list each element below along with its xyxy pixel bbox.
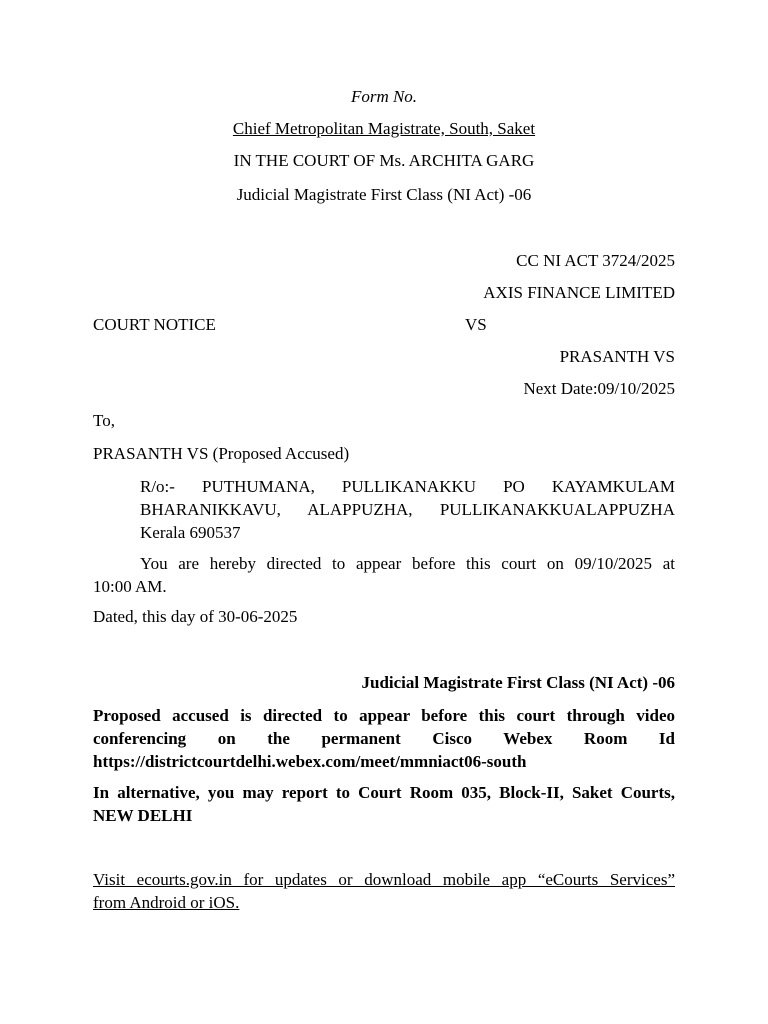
court-name (0, 118, 768, 140)
magistrate-designation: Judicial Magistrate First Class (NI Act) -06 (236, 185, 532, 204)
visit-line-2[interactable]: from Android or iOS. (93, 893, 240, 912)
address-line-2: BHARANIKKAVU, ALAPPUZHA, PULLIKANAKKUALAPPUZHA (140, 500, 675, 519)
next-date: Next Date:09/10/2025 (523, 379, 675, 398)
webex-room-link[interactable]: https://districtcourtdelhi.webex.com/meet/mmniact06-south (93, 752, 527, 771)
direction-line-2: 10:00 AM. (93, 577, 167, 596)
complainant-name: AXIS FINANCE LIMITED (483, 283, 675, 302)
signatory-designation: Judicial Magistrate First Class (NI Act) -06 (361, 673, 675, 692)
address-block (140, 475, 675, 544)
video-line-2: conferencing on the permanent Cisco Webex Room Id (93, 729, 675, 748)
respondent-name: PRASANTH VS (559, 347, 675, 366)
visit-line-1[interactable]: Visit ecourts.gov.in for updates or download mobile app “eCourts Services” (93, 870, 675, 889)
address-line-3: Kerala 690537 (140, 523, 241, 542)
versus-label: VS (465, 315, 487, 334)
court-of-heading: IN THE COURT OF Ms. ARCHITA GARG (233, 151, 535, 170)
direction-paragraph (93, 552, 675, 598)
alternative-line-2: NEW DELHI (93, 806, 193, 825)
notice-title: COURT NOTICE (93, 315, 216, 334)
case-number: CC NI ACT 3724/2025 (516, 251, 675, 270)
form-number: Form No. (350, 87, 418, 106)
direction-line-1: You are hereby directed to appear before this court on 09/10/2025 at (140, 554, 675, 573)
addressee: PRASANTH VS (Proposed Accused) (93, 444, 350, 463)
video-conference-paragraph (93, 704, 675, 773)
ecourts-visit-paragraph[interactable] (93, 868, 675, 914)
alternative-line-1: In alternative, you may report to Court Room 035, Block-II, Saket Courts, (93, 783, 675, 802)
salutation: To, (93, 411, 115, 430)
court-name-text: Chief Metropolitan Magistrate, South, Saket (232, 119, 536, 138)
alternative-paragraph (93, 781, 675, 827)
video-line-1: Proposed accused is directed to appear before this court through video (93, 706, 675, 725)
address-line-1: R/o:- PUTHUMANA, PULLIKANAKKU PO KAYAMKULAM (140, 477, 675, 496)
dated-line: Dated, this day of 30-06-2025 (93, 607, 298, 626)
